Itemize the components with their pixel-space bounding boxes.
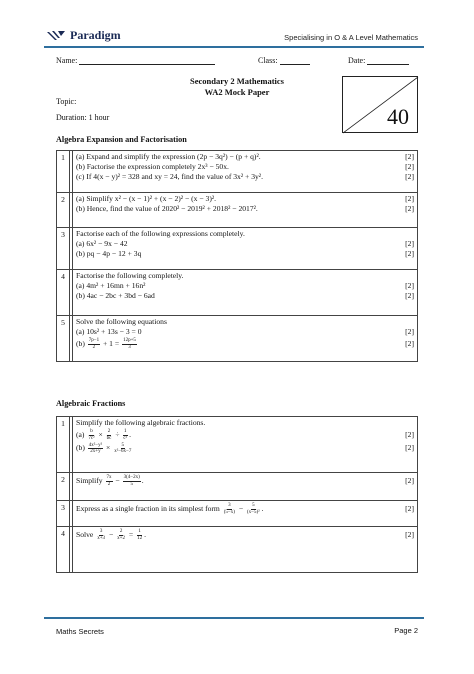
question-line: (b) $\frac{7p-1}{2}$ + 1 = $\frac{12p+5}{3}$ [2] (76, 338, 414, 350)
mark: [2] (405, 430, 414, 439)
page-number: Page 2 (394, 626, 418, 635)
section-algebra-title: Algebra Expansion and Factorisation (56, 135, 187, 144)
question-line: (a) Simplify x² − (x − 1)² + (x − 2)² − (x − 3)². [2] (76, 194, 414, 203)
algebra-questions-table (56, 150, 418, 362)
section-fractions-title: Algebraic Fractions (56, 399, 126, 408)
mark: [2] (405, 443, 414, 453)
mark: [2] (405, 194, 414, 203)
class-line (280, 57, 310, 65)
question-line: Simplify $\frac{7x}{2}$ − $\frac{3(4-2x)}{5}$ . [2] (76, 475, 414, 487)
name-label: Name: (56, 56, 78, 65)
mark: [2] (405, 249, 414, 258)
fraction: $\frac{7x}{2}$ (106, 475, 112, 487)
question-number: 4 (57, 527, 70, 573)
question-line: (a) 10s² + 13s − 3 = 0 [2] (76, 327, 414, 336)
student-fields (56, 56, 418, 68)
question-row (57, 193, 418, 228)
score-box (342, 76, 418, 133)
question-line: (b) $\frac{\text{4x²−y²}}{2x+y}$ × $\frac{5}{\text{x²−6x−7}}$ [2] (76, 442, 414, 454)
question-line: Factorise the following completely. (76, 271, 184, 280)
mark: [2] (405, 504, 414, 513)
footer-brand: Maths Secrets (56, 627, 104, 636)
question-line: (a) Expand and simplify the expression (2p − 3q²) − (p + q)². [2] (76, 152, 414, 161)
duration-label: Duration: 1 hour (56, 113, 110, 122)
mark: [2] (405, 204, 414, 213)
name-field[interactable] (56, 56, 215, 65)
question-row (57, 151, 418, 193)
fraction: $\frac{b}{\text{7c²}}$ (88, 429, 95, 441)
paradigm-wings-icon (46, 30, 66, 42)
fraction: $\frac{1}{\text{c²}}$ (123, 429, 128, 441)
mark: [2] (405, 476, 414, 485)
question-line: Factorise each of the following expressions completely. (76, 229, 245, 238)
fraction: $\frac{3}{(5-x)}$ (223, 503, 235, 515)
question-body (73, 151, 418, 193)
question-number: 1 (57, 151, 70, 193)
question-number: 1 (57, 417, 70, 473)
name-line (79, 57, 215, 65)
question-line: (b) pq − 4p − 12 + 3q [2] (76, 249, 414, 258)
question-body (73, 501, 418, 527)
fraction: $\frac{12p+5}{3}$ (123, 338, 136, 350)
brand-name: Paradigm (70, 28, 121, 42)
question-number: 3 (57, 228, 70, 270)
fraction: $\frac{7p-1}{2}$ (88, 338, 100, 350)
header-rule (44, 46, 424, 48)
question-body (73, 417, 418, 473)
question-line: (b) Hence, find the value of 2020² − 2019² + 2018² − 2017². [2] (76, 204, 414, 213)
fraction: $\frac{3}{x+3}$ (97, 529, 106, 541)
question-number: 2 (57, 473, 70, 501)
date-label: Date: (348, 56, 366, 65)
fraction: $\frac{\text{4x²−y²}}{2x+y}$ (88, 442, 103, 454)
question-line: (c) If 4(x − y)² = 328 and xy = 24, find the value of 3x² + 3y². [2] (76, 172, 414, 181)
question-row (57, 316, 418, 362)
question-line: Simplify the following algebraic fractions. (76, 418, 206, 427)
date-line (367, 57, 409, 65)
mark: [2] (405, 339, 414, 348)
question-number: 2 (57, 193, 70, 228)
question-line: (b) Factorise the expression completely 2x³ − 50x. [2] (76, 162, 414, 171)
question-row (57, 501, 418, 527)
mark: [2] (405, 172, 414, 181)
question-body (73, 473, 418, 501)
question-line: (a) 4m² + 16mn + 16n² [2] (76, 281, 414, 290)
mark: [2] (405, 281, 414, 290)
question-line: (a) $\frac{b}{\text{7c²}}$ × $\frac{2}{bc}$ ÷ $\frac{1}{\text{c²}}$ . [2] (76, 429, 414, 441)
mark: [2] (405, 291, 414, 300)
question-line: Solve $\frac{3}{x+3}$ − $\frac{2}{x+2}$ = $\frac{1}{12}$ . [2] (76, 529, 414, 541)
mark: [2] (405, 162, 414, 171)
question-line: (a) 6x² − 9x − 42 [2] (76, 239, 414, 248)
topic-label: Topic: (56, 97, 77, 106)
question-line: Solve the following equations (76, 317, 167, 326)
question-number: 5 (57, 316, 70, 362)
question-row (57, 270, 418, 316)
total-marks: 40 (387, 104, 409, 129)
fraction: $\frac{2}{bc}$ (106, 429, 112, 441)
paper-title-line2: WA2 Mock Paper (204, 87, 270, 97)
question-row (57, 417, 418, 473)
question-body (73, 316, 418, 362)
fraction: $\frac{1}{12}$ (137, 529, 143, 541)
question-number: 3 (57, 501, 70, 527)
mark: [2] (405, 152, 414, 161)
class-field[interactable] (258, 56, 310, 65)
brand-logo (46, 28, 121, 43)
mark: [2] (405, 530, 414, 539)
question-number: 4 (57, 270, 70, 316)
question-body (73, 228, 418, 270)
question-line: (b) 4ac − 2bc + 3bd − 6ad [2] (76, 291, 414, 300)
header-tagline: Specialising in O & A Level Mathematics (284, 33, 418, 42)
fraction: $\frac{2}{x+2}$ (117, 529, 125, 541)
fraction: $\frac{5}{\text{(x−5)²}}$ (247, 503, 260, 515)
question-body (73, 270, 418, 316)
fraction-questions-table (56, 416, 418, 573)
question-row (57, 527, 418, 573)
mark: [2] (405, 239, 414, 248)
mark: [2] (405, 327, 414, 336)
question-body (73, 193, 418, 228)
footer-rule (44, 617, 424, 619)
paper-title-line1: Secondary 2 Mathematics (190, 76, 284, 86)
question-row (57, 228, 418, 270)
question-body (73, 527, 418, 573)
question-row (57, 473, 418, 501)
question-line: Express as a single fraction in its simplest form $\frac{3}{(5-x)}$ − $\frac{5}{\text{(x−5)²}}$ . [2] (76, 503, 414, 515)
fraction: $\frac{5}{\text{x²−6x−7}}$ (114, 442, 132, 454)
fraction: $\frac{3(4-2x)}{5}$ (123, 475, 140, 487)
class-label: Class: (258, 56, 278, 65)
date-field[interactable] (348, 56, 409, 65)
